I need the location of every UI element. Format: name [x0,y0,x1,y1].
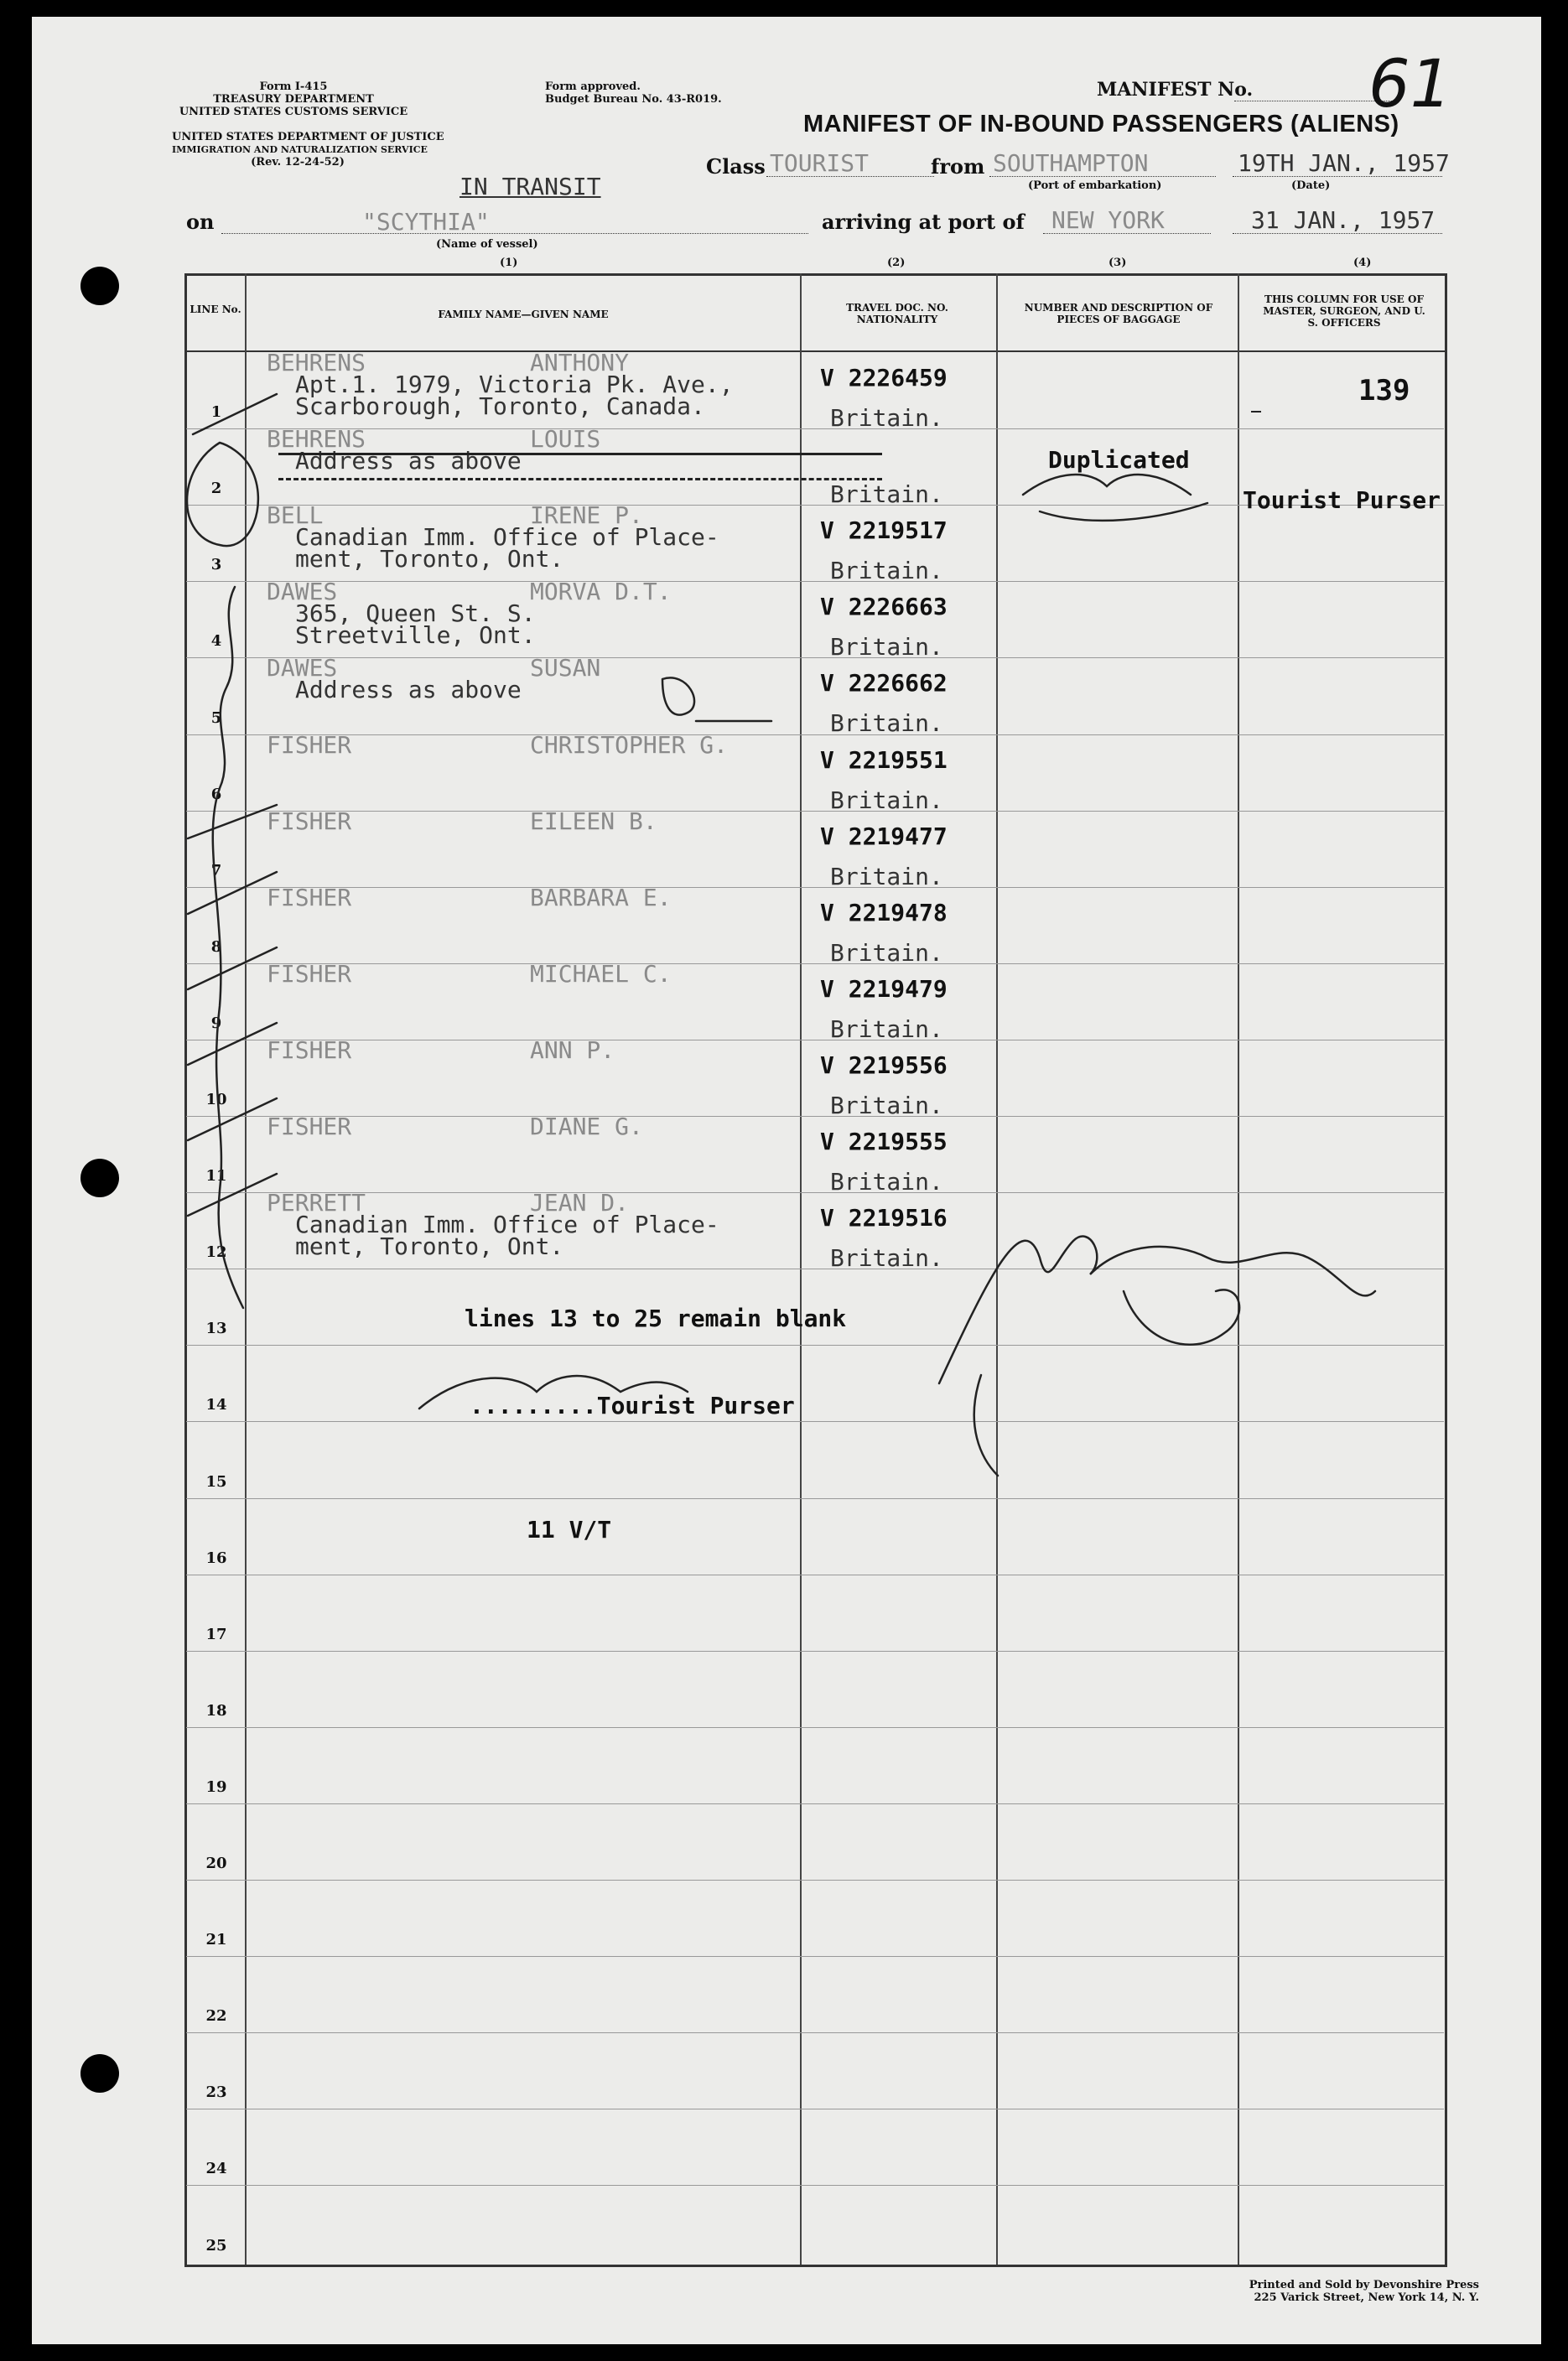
embark-value: SOUTHAMPTON [993,149,1149,177]
tourist-purser-signature: .........Tourist Purser [470,1392,795,1419]
class-label: Class [706,154,766,179]
printer-address: 225 Varick Street, New York 14, N. Y. [1254,2291,1479,2304]
class-value: TOURIST [770,149,870,177]
given-name: BARBARA E. [530,883,672,911]
travel-doc-number: V 2226459 [820,364,948,392]
approved-label: Form approved. [545,80,641,93]
signature-mark [419,1376,688,1409]
travel-doc-number: V 2219478 [820,898,948,926]
col-head-line-no: LINE No. [190,304,241,315]
given-name: ANN P. [530,1035,615,1064]
nationality: Britain. [830,786,943,814]
manifest-no-label: MANIFEST No. [1097,79,1254,101]
travel-doc-number: V 2219516 [820,1204,948,1232]
tick-mark [188,805,277,838]
col-head-travel-doc: TRAVEL DOC. NO. NATIONALITY [846,302,948,325]
address-line-2: ment, Toronto, Ont. [295,545,564,573]
tick-mark [188,1023,277,1065]
line-number: 2 [210,480,222,498]
given-name: IRENE P. [530,501,643,530]
tick-mark [188,1098,277,1140]
given-name: MICHAEL C. [530,959,672,988]
nationality: Britain. [830,1091,943,1119]
arriving-label: arriving at port of [822,210,1025,234]
address-line-1: Address as above [295,447,522,475]
family-name: BELL [267,501,324,530]
blank-lines-note: lines 13 to 25 remain blank [465,1305,847,1332]
line-number: 21 [205,1931,227,1949]
family-name: DAWES [267,654,338,682]
nationality: Britain. [830,480,943,509]
treasury-label: TREASURY DEPARTMENT [213,93,374,106]
in-transit: IN TRANSIT [459,173,601,200]
given-name: EILEEN B. [530,807,657,835]
line-number: 15 [205,1472,227,1491]
family-name: FISHER [267,1113,352,1140]
family-name: DAWES [267,578,338,606]
justice-label: UNITED STATES DEPARTMENT OF JUSTICE [172,131,444,143]
arrival-date: 31 JAN., 1957 [1251,206,1436,234]
line-number: 10 [205,1091,227,1108]
embark-caption: (Port of embarkation) [1028,179,1162,192]
officer-signature [974,1375,998,1476]
given-name: DIANE G. [530,1113,643,1140]
line-number: 24 [205,2160,227,2178]
line-number: 1 [210,403,222,422]
travel-doc-number: V 2219517 [820,516,948,545]
vessel-name: "SCYTHIA" [362,208,490,236]
customs-label: UNITED STATES CUSTOMS SERVICE [179,106,408,118]
col-mark-3: (3) [1109,257,1127,269]
col-head-officers: THIS COLUMN FOR USE OF MASTER, SURGEON, AND U. S. OFFICERS [1263,293,1425,329]
col-head-baggage: NUMBER AND DESCRIPTION OF PIECES OF BAGGAGE [1024,302,1213,325]
family-name: FISHER [267,959,352,988]
nationality: Britain. [830,938,943,967]
rev-label: (Rev. 12-24-52) [251,156,345,169]
nationality: Britain. [830,557,943,585]
nationality: Britain. [830,1168,943,1196]
travel-doc-number: V 2226663 [820,593,948,621]
bracket-mark [193,394,277,434]
line-number: 25 [205,2236,227,2255]
nationality: Britain. [830,404,943,432]
address-line-1: Canadian Imm. Office of Place- [295,1211,719,1239]
address-line-1: Canadian Imm. Office of Place- [295,523,719,552]
duplicated-note: Duplicated [1048,446,1190,474]
given-name: JEAN D. [530,1189,630,1217]
line-number: 8 [210,937,222,956]
from-label: from [931,154,985,179]
nationality: Britain. [830,1014,943,1043]
given-name: ANTHONY [530,349,630,376]
date-caption: (Date) [1291,179,1331,192]
col-mark-4: (4) [1353,257,1372,269]
col-head-name: FAMILY NAME—GIVEN NAME [438,309,609,320]
address-line-1: Apt.1. 1979, Victoria Pk. Ave., [295,371,734,398]
vt-note: 11 V/T [527,1516,612,1544]
line-number: 7 [210,861,222,880]
line-number: 23 [205,2083,227,2102]
travel-doc-number: V 2219551 [820,745,948,774]
circle-mark [187,443,258,546]
initial-mark [662,677,771,721]
line-number: 14 [205,1396,227,1414]
given-name: MORVA D.T. [530,578,672,606]
line-number: 12 [205,1243,227,1262]
address-line-2: Scarborough, Toronto, Canada. [295,392,705,420]
travel-doc-number: V 2219477 [820,822,948,850]
travel-doc-number: V 2219555 [820,1128,948,1155]
line-number: 4 [210,632,222,651]
ins-label: IMMIGRATION AND NATURALIZATION SERVICE [172,144,428,155]
family-name: FISHER [267,883,352,911]
family-name: BEHRENS [267,425,366,454]
page-title: MANIFEST OF IN-BOUND PASSENGERS (ALIENS) [803,111,1399,138]
family-name: PERRETT [267,1189,366,1217]
line-number: 5 [210,708,222,727]
line-number: 13 [205,1320,227,1338]
line-number: 11 [205,1167,227,1186]
travel-doc-number: V 2219479 [820,974,948,1003]
arrival-port: NEW YORK [1051,206,1165,234]
officer-signature [1124,1289,1239,1344]
vessel-caption: (Name of vessel) [436,238,538,251]
printer-credit [1191,2279,1479,2304]
address-line-2: Streetville, Ont. [295,621,536,650]
budget-label: Budget Bureau No. 43-R019. [545,93,722,106]
col-mark-2: (2) [887,257,906,269]
officer-signature [939,1237,1375,1383]
given-name: SUSAN [530,654,601,682]
line-number: 6 [210,785,222,803]
form-number: Form I-415 [259,80,328,93]
tick-mark [188,872,277,914]
address-line-2: ment, Toronto, Ont. [295,1232,564,1261]
tick-mark [188,1174,277,1216]
address-line-1: 365, Queen St. S. [295,599,536,628]
address-line-1: Address as above [295,676,522,704]
given-name: LOUIS [530,425,601,454]
count-annotation: 139 [1358,374,1410,407]
travel-doc-number: V 2219556 [820,1051,948,1079]
on-label: on [186,210,215,234]
nationality: Britain. [830,1244,943,1273]
signature-mark [1023,475,1207,521]
line-number: 19 [205,1777,227,1796]
line-number: 17 [205,1625,227,1643]
tourist-purser-right: Tourist Purser [1243,486,1441,514]
line-number: 3 [210,556,222,574]
line-number: 16 [205,1549,227,1567]
family-name: FISHER [267,807,352,835]
nationality: Britain. [830,862,943,890]
printer-name: Printed and Sold by Devonshire Press [1249,2279,1479,2291]
nationality: Britain. [830,633,943,662]
travel-doc-number: V 2226662 [820,669,948,698]
col-mark-1: (1) [500,257,518,269]
line-number: 22 [205,2007,227,2026]
family-name: FISHER [267,1035,352,1064]
nationality: Britain. [830,709,943,738]
manifest-no-value: 61 [1368,47,1452,122]
manifest-date: 19TH JAN., 1957 [1238,149,1450,177]
bracket-mark [213,587,243,1308]
given-name: CHRISTOPHER G. [530,730,729,759]
family-name: BEHRENS [267,349,366,376]
line-number: 20 [205,1855,227,1872]
family-name: FISHER [267,730,352,759]
line-number: 9 [210,1014,222,1032]
line-number: 18 [205,1701,227,1720]
tick-mark [188,947,277,989]
